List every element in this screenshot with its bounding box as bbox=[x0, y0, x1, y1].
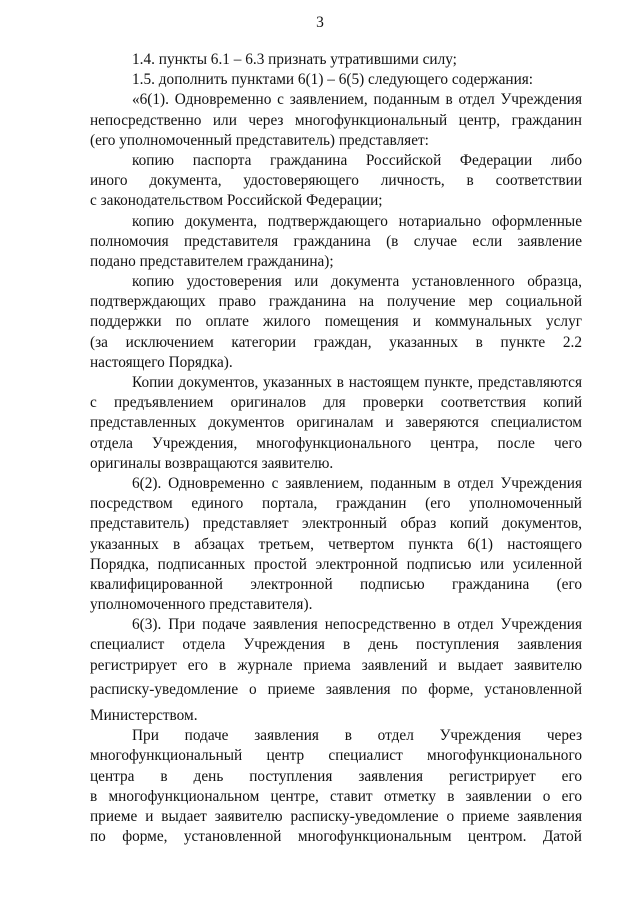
text-line: по форме, установленной многофункциональным центром. Датой bbox=[90, 828, 582, 846]
text-line: представленных документов оригиналам и заверяются специалистом bbox=[90, 414, 582, 432]
text-line: оригиналы возвращаются заявителю. bbox=[90, 454, 334, 472]
text-line: поддержки по оплате жилого помещения и коммунальных услуг bbox=[90, 313, 582, 331]
text-line: посредством единого портала, гражданин (его уполномоченный bbox=[90, 495, 582, 513]
text-line: иного документа, удостоверяющего личность, в соответствии bbox=[90, 172, 582, 190]
text-line: уполномоченного представителя). bbox=[90, 596, 313, 614]
text-line: непосредственно или через многофункциональный центр, гражданин bbox=[90, 111, 582, 129]
text-line: с законодательством Российской Федерации; bbox=[90, 192, 383, 210]
text-line: (его уполномоченный представитель) представляет: bbox=[90, 131, 429, 149]
text-line: многофункциональный центр специалист многофункционального bbox=[90, 747, 582, 765]
text-line: 6(3). При подаче заявления непосредственно в отдел Учреждения bbox=[132, 616, 582, 634]
text-line: 6(2). Одновременно с заявлением, поданным в отдел Учреждения bbox=[132, 474, 582, 492]
text-line: приеме и выдает заявителю расписку-уведомление о приеме заявления bbox=[90, 807, 582, 825]
text-line: с предъявлением оригиналов для проверки соответствия копий bbox=[90, 394, 582, 412]
text-line: «6(1). Одновременно с заявлением, поданным в отдел Учреждения bbox=[132, 91, 582, 109]
text-line: регистрирует его в журнале приема заявлений и выдает заявителю bbox=[90, 656, 582, 674]
text-line: полномочия представителя гражданина (в случае если заявление bbox=[90, 232, 582, 250]
text-line: Порядка, подписанных простой электронной подписью или усиленной bbox=[90, 555, 582, 573]
text-line: указанных в абзацах третьем, четвертом пункта 6(1) настоящего bbox=[90, 535, 582, 553]
text-line: специалист отдела Учреждения в день поступления заявления bbox=[90, 636, 582, 654]
text-line: отдела Учреждения, многофункционального центра, после чего bbox=[90, 434, 582, 452]
text-line: Копии документов, указанных в настоящем пункте, представляются bbox=[132, 374, 582, 391]
text-line: настоящего Порядка). bbox=[90, 353, 233, 371]
text-line: копию удостоверения или документа установленного образца, bbox=[132, 273, 582, 291]
text-line: Министерством. bbox=[90, 707, 198, 724]
text-line: При подаче заявления в отдел Учреждения через bbox=[132, 727, 582, 745]
text-line: подтверждающих право гражданина на получение мер социальной bbox=[90, 293, 582, 311]
page-number: 3 bbox=[316, 14, 324, 31]
text-line: 1.5. дополнить пунктами 6(1) – 6(5) следующего содержания: bbox=[132, 71, 534, 89]
text-line: (за исключением категории граждан, указанных в пункте 2.2 bbox=[90, 333, 582, 351]
text-line: в многофункциональном центре, ставит отметку в заявлении о его bbox=[90, 787, 582, 805]
text-line: представитель) представляет электронный образ копий документов, bbox=[90, 515, 582, 533]
text-line: расписку-уведомление о приеме заявления по форме, установленной bbox=[90, 680, 582, 698]
text-line: 1.4. пункты 6.1 – 6.3 признать утратившими силу; bbox=[132, 51, 457, 68]
text-line: копию паспорта гражданина Российской Федерации либо bbox=[132, 151, 582, 169]
text-line: центра в день поступления заявления регистрирует его bbox=[90, 767, 582, 785]
text-line: квалифицированной электронной подписью гражданина (его bbox=[90, 575, 582, 593]
document-body bbox=[90, 50, 582, 847]
text-line: подано представителем гражданина); bbox=[90, 252, 334, 270]
text-line: копию документа, подтверждающего нотариально оформленные bbox=[132, 212, 582, 230]
